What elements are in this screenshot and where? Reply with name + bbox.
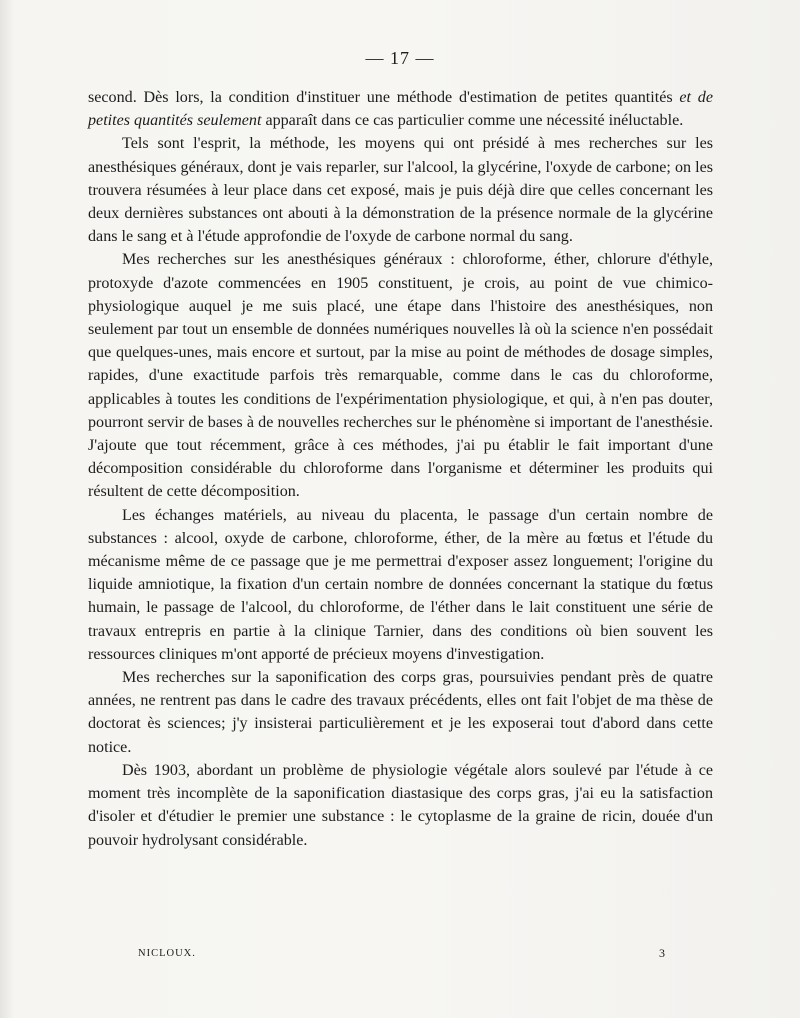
paragraph-1-end: apparaît dans ce cas particulier comme une nécessité inéluctable. (261, 112, 684, 130)
signature-mark: 3 (659, 946, 666, 960)
footer-author: NICLOUX. (138, 948, 196, 959)
paragraph-3: Mes recherches sur les anesthésiques généraux : chloroforme, éther, chlorure d'éthyle, protoxyde d'azote commencées en 1905 constituent, je crois, au point de vue chimico-physiologique auquel je me suis placé, une étape dans l'histoire des anesthésiques, non seulement par tout un ensemble de données numériques nouvelles là où la science n'en possédait que quelques-unes, mais encore et surtout, par la mise au point de méthodes de dosage simples, rapides, d'une exactitude parfois très remarquable, comme dans le cas du chloroforme, applicables à toutes les conditions de l'expérimentation physiologique, et qui, à n'en pas douter, pourront servir de bases à de nouvelles recherches sur le phénomène si important de l'anesthésie. J'ajoute que tout récemment, grâce à ces méthodes, j'ai pu établir le fait important d'une décomposition considérable du chloroforme dans l'organisme et déterminer les produits qui résultent de cette décomposition. (88, 251, 713, 501)
paragraph-4: Les échanges matériels, au niveau du placenta, le passage d'un certain nombre de substances : alcool, oxyde de carbone, chloroforme, éther, de la mère au fœtus et l'étude du mécanisme même de ce passage que je me permettrai d'exposer assez longuement; l'origine du liquide amniotique, la fixation d'un certain nombre de données concernant la statique du fœtus humain, le passage de l'alcool, du chloroforme, de l'éther dans le lait constituent une série de travaux entrepris en partie à la clinique Tarnier, dans des conditions où bien souvent les ressources cliniques m'ont apporté de précieux moyens d'investigation. (88, 506, 713, 663)
paragraph-6: Dès 1903, abordant un problème de physiologie végétale alors soulevé par l'étude à ce moment très incomplète de la saponification diastasique des corps gras, j'ai eu la satisfaction d'isoler et d'étudier le premier une substance : le cytoplasme de la graine de ricin, douée d'un pouvoir hydrolysant considérable. (88, 761, 713, 849)
paragraph-1-start: second. Dès lors, la condition d'instituer une méthode d'estimation de petites quantités (88, 89, 680, 106)
page-number: — 17 — (365, 48, 435, 68)
paragraph-2: Tels sont l'esprit, la méthode, les moyens qui ont présidé à mes recherches sur les anesthésiques généraux, dont je vais reparler, sur l'alcool, la glycérine, l'oxyde de carbone; on les trouvera résumées à leur place dans cet exposé, mais je puis déjà dire que celles concernant les deux dernières substances ont abouti à la démonstration de la présence normale de la glycérine dans le sang et à l'étude approfondie de l'oxyde de carbone normal du sang. (88, 135, 713, 246)
paragraph-1-emphasis: et de petites quantités seulement (88, 89, 713, 130)
paragraph-5: Mes recherches sur la saponification des corps gras, poursuivies pendant près de quatre années, ne rentrent pas dans le cadre des travaux précédents, elles ont fait l'objet de ma thèse de doctorat ès sciences; j'y insisterai particulièrement et je les exposerai tout d'abord dans cette notice. (88, 669, 713, 756)
body-text (88, 86, 713, 852)
paragraph-1 (88, 86, 713, 132)
